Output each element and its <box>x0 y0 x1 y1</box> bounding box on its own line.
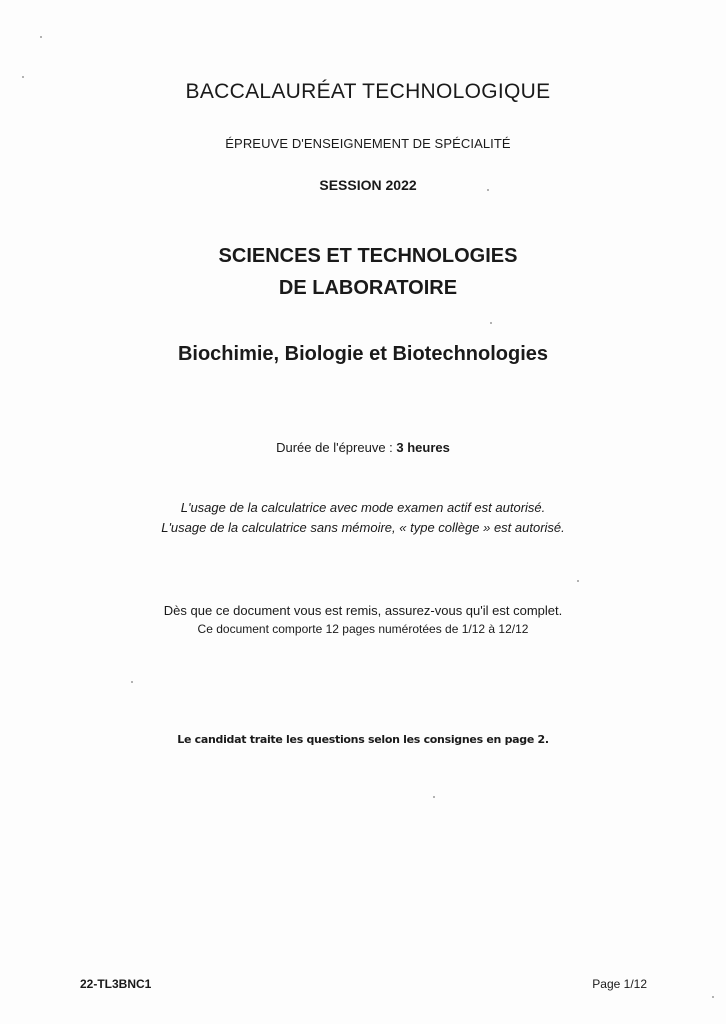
scan-speck <box>40 36 42 38</box>
scan-speck <box>131 681 133 683</box>
completeness-notice: Dès que ce document vous est remis, assurez-vous qu'il est complet. <box>163 603 563 618</box>
page-count-notice: Ce document comporte 12 pages numérotées de 1/12 à 12/12 <box>197 622 529 636</box>
scan-speck <box>490 322 492 324</box>
epreuve-type: ÉPREUVE D'ENSEIGNEMENT DE SPÉCIALITÉ <box>225 136 511 151</box>
scan-speck <box>22 76 24 78</box>
page-number: Page 1/12 <box>592 977 647 991</box>
duration-value: 3 heures <box>396 440 450 455</box>
scan-speck <box>577 580 579 582</box>
subject-line-1: SCIENCES ET TECHNOLOGIES <box>218 245 518 267</box>
scan-speck <box>487 189 489 191</box>
calculator-rule-2: L'usage de la calculatrice sans mémoire, « type collège » est autorisé. <box>161 520 565 535</box>
specialty-title: Biochimie, Biologie et Biotechnologies <box>177 343 549 365</box>
scan-speck <box>712 996 714 998</box>
exam-code: 22-TL3BNC1 <box>80 977 152 991</box>
candidate-instruction: Le candidat traite les questions selon les consignes en page 2. <box>177 733 549 746</box>
session-label: SESSION 2022 <box>319 177 417 193</box>
duration-line <box>0 440 726 455</box>
scan-speck <box>433 796 435 798</box>
calculator-rule-1: L'usage de la calculatrice avec mode examen actif est autorisé. <box>180 500 546 515</box>
exam-title: BACCALAURÉAT TECHNOLOGIQUE <box>185 80 551 103</box>
subject-line-2: DE LABORATOIRE <box>278 277 458 299</box>
duration-label: Durée de l'épreuve : <box>276 440 397 455</box>
